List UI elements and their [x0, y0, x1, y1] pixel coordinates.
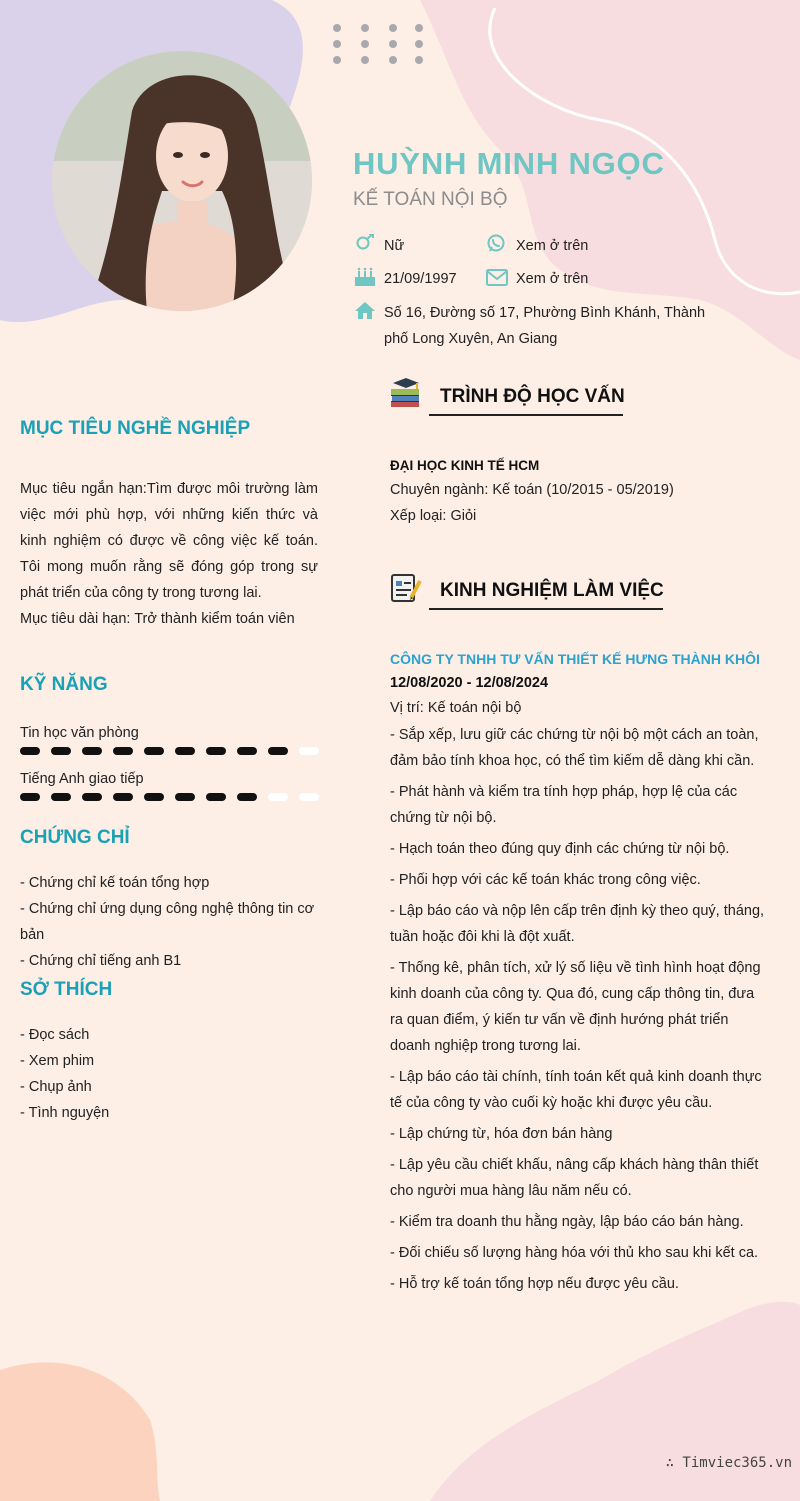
experience-heading: KINH NGHIỆM LÀM VIỆC	[440, 580, 664, 601]
hobbies-list	[20, 1022, 325, 1126]
school-name: ĐẠI HỌC KINH TẾ HCM	[390, 458, 540, 473]
experience-heading-underline	[429, 608, 663, 610]
hobby-item: - Xem phim	[20, 1053, 95, 1069]
duty-item: - Lập báo cáo và nộp lên cấp trên định kỳ theo quý, tháng, tuần hoặc đôi khi là đột xuất.	[390, 903, 765, 945]
company-name: CÔNG TY TNHH TƯ VẤN THIẾT KẾ HƯNG THÀNH KHÔI	[390, 651, 760, 667]
duty-item: - Lập báo cáo tài chính, tính toán kết quả kinh doanh thực tế của công ty vào cuối kỳ hoặc khi được yêu cầu.	[390, 1069, 762, 1111]
skill-segment-filled	[268, 747, 288, 755]
skill-segment-filled	[20, 793, 40, 801]
skill-bar	[20, 745, 322, 757]
certificate-item: - Chứng chỉ kế toán tổng hợp	[20, 875, 210, 891]
skill-segment-empty	[268, 793, 288, 801]
work-document-icon	[389, 572, 423, 604]
job-position: Vị trí: Kế toán nội bộ	[390, 700, 522, 716]
skill-segment-empty	[299, 747, 319, 755]
certificate-item: - Chứng chỉ ứng dụng công nghệ thông tin cơ bản	[20, 901, 315, 943]
objective-heading: MỤC TIÊU NGHỀ NGHIỆP	[20, 418, 251, 439]
duty-item: - Hỗ trợ kế toán tổng hợp nếu được yêu cầu.	[390, 1276, 679, 1292]
skill-segment-filled	[144, 793, 164, 801]
duty-item: - Lập yêu cầu chiết khấu, nâng cấp khách hàng thân thiết cho người mua hàng lâu năm nếu có.	[390, 1157, 759, 1199]
skill-segment-filled	[237, 747, 257, 755]
duty-item: - Đối chiếu số lượng hàng hóa với thủ kho sau khi kết ca.	[390, 1245, 759, 1261]
skill-segment-filled	[20, 747, 40, 755]
education-major: Chuyên ngành: Kế toán (10/2015 - 05/2019)	[390, 482, 674, 498]
skill-bar	[20, 791, 322, 803]
hobby-item: - Đọc sách	[20, 1027, 90, 1043]
employment-period: 12/08/2020 - 12/08/2024	[390, 675, 549, 691]
education-heading-underline	[429, 414, 623, 416]
gender-icon	[355, 234, 377, 254]
hobbies-heading: SỞ THÍCH	[20, 979, 113, 1000]
email-value: Xem ở trên	[516, 271, 589, 287]
certificates-list	[20, 870, 325, 974]
hobby-item: - Tình nguyện	[20, 1105, 110, 1121]
gender-value: Nữ	[384, 238, 405, 254]
duty-item: - Phát hành và kiểm tra tính hợp pháp, hợp lệ của các chứng từ nội bộ.	[390, 784, 738, 826]
objective-text	[20, 476, 318, 632]
duty-item: - Hạch toán theo đúng quy định các chứng từ nội bộ.	[390, 841, 730, 857]
hobby-item: - Chụp ảnh	[20, 1079, 92, 1095]
home-icon	[354, 301, 376, 321]
dot-grid-decoration	[333, 24, 425, 66]
portrait-illustration	[52, 51, 312, 311]
skill-segment-filled	[237, 793, 257, 801]
job-title: KẾ TOÁN NỘI BỘ	[353, 189, 508, 210]
skill-segment-filled	[113, 747, 133, 755]
duty-item: - Lập chứng từ, hóa đơn bán hàng	[390, 1126, 613, 1142]
skill-segment-empty	[299, 793, 319, 801]
address-value: Số 16, Đường số 17, Phường Bình Khánh, Thành phố Long Xuyên, An Giang	[384, 305, 706, 347]
duties-list	[390, 722, 770, 1302]
skill-name: Tiếng Anh giao tiếp	[20, 771, 144, 787]
cake-icon	[354, 267, 376, 287]
skill-segment-filled	[206, 793, 226, 801]
watermark-text: ∴ Timviec365.vn	[665, 1455, 792, 1471]
skill-segment-filled	[175, 747, 195, 755]
skills-heading: KỸ NĂNG	[20, 674, 108, 695]
skill-segment-filled	[144, 747, 164, 755]
candidate-name: HUỲNH MINH NGỌC	[353, 146, 665, 181]
mail-icon	[486, 268, 508, 288]
duty-item: - Thống kê, phân tích, xử lý số liệu về tình hình hoạt động kinh doanh của công ty. Qua đó, cung cấp thông tin, đưa ra quan điểm, ý kiến tư vấn về định hướng phát triển doanh nghiệp trong tương lai.	[390, 960, 761, 1054]
duty-item: - Phối hợp với các kế toán khác trong công việc.	[390, 872, 701, 888]
skill-segment-filled	[175, 793, 195, 801]
education-grade: Xếp loại: Giỏi	[390, 508, 477, 524]
skill-segment-filled	[51, 793, 71, 801]
skill-segment-filled	[206, 747, 226, 755]
education-heading: TRÌNH ĐỘ HỌC VẤN	[440, 386, 625, 407]
skill-segment-filled	[113, 793, 133, 801]
duty-item: - Sắp xếp, lưu giữ các chứng từ nội bộ một cách an toàn, đảm bảo tính khoa học, có thể tìm kiếm dễ dàng khi cần.	[390, 727, 759, 769]
skill-segment-filled	[82, 747, 102, 755]
duty-item: - Kiểm tra doanh thu hằng ngày, lập báo cáo bán hàng.	[390, 1214, 744, 1230]
certificates-heading: CHỨNG CHỈ	[20, 827, 130, 848]
whatsapp-icon	[486, 234, 508, 254]
birthday-value: 21/09/1997	[384, 271, 457, 287]
graduation-books-icon	[389, 377, 423, 409]
objective-long-term: Mục tiêu dài hạn: Trở thành kiểm toán viên	[20, 611, 295, 627]
profile-photo	[52, 51, 312, 311]
skill-segment-filled	[82, 793, 102, 801]
objective-short-term: Mục tiêu ngắn hạn:Tìm được môi trường làm việc mới phù hợp, với những kiến thức và kinh nghiệm có được về công việc kế toán. Tôi mong muốn rằng sẽ đóng góp trong sự phát triển của công ty trong tương lai.	[20, 481, 318, 601]
phone-value: Xem ở trên	[516, 238, 589, 254]
skill-segment-filled	[51, 747, 71, 755]
skill-name: Tin học văn phòng	[20, 725, 139, 741]
certificate-item: - Chứng chỉ tiếng anh B1	[20, 953, 182, 969]
